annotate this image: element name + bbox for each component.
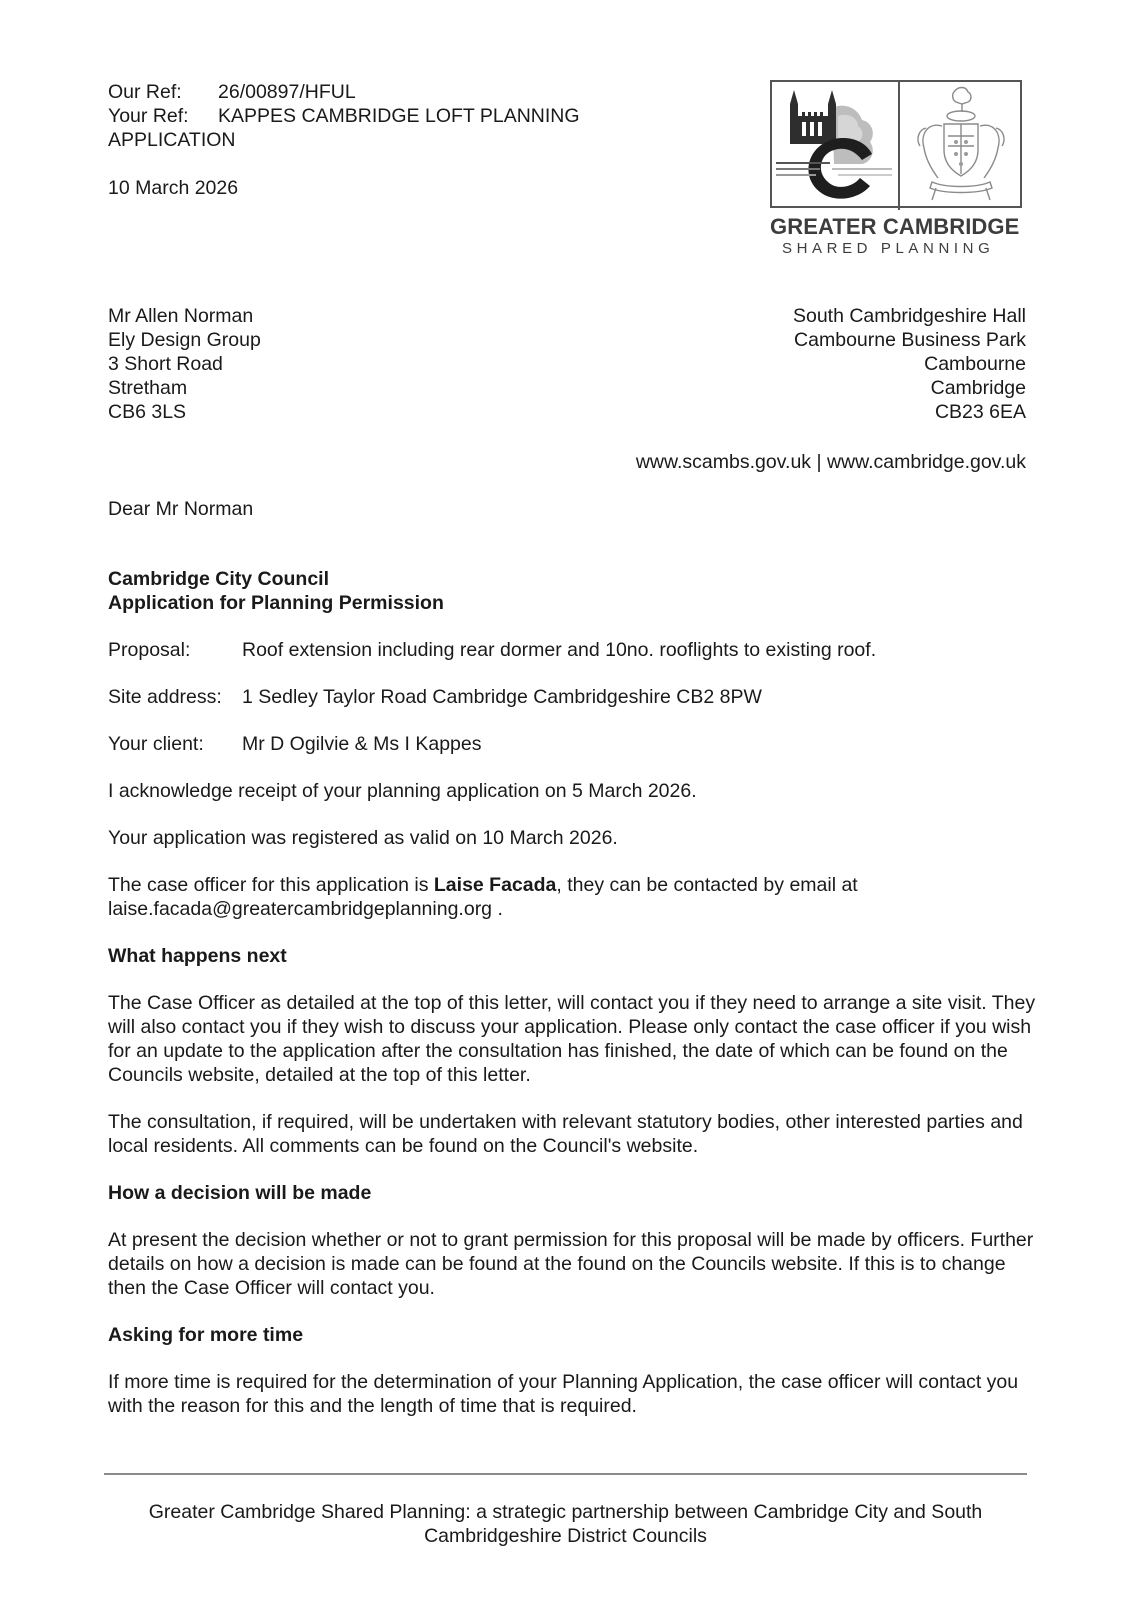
logo-name-line2: SHARED PLANNING xyxy=(782,240,995,257)
recipient-line: CB6 3LS xyxy=(108,401,187,423)
site-address-row xyxy=(108,685,1038,709)
council-address-line: Cambridge xyxy=(930,377,1026,399)
next-paragraph-1: The Case Officer as detailed at the top of this letter, will contact you if they need to arrange a site visit. They will also contact you if they wish to discuss your application. Please only contact the case officer if you wish for an update to the application after the consultation has finished, the date of which can be found on the Councils website, detailed at the top of this letter. xyxy=(108,992,1036,1086)
proposal-value: Roof extension including rear dormer and 10no. rooflights to existing roof. xyxy=(242,639,877,661)
your-ref-row xyxy=(108,104,668,128)
our-ref-label: Our Ref: xyxy=(108,81,182,103)
letter-body xyxy=(108,567,1038,1418)
case-officer-email: laise.facada@greatercambridgeplanning.org . xyxy=(108,898,503,920)
our-ref-value: 26/00897/HFUL xyxy=(218,81,356,103)
case-officer-text: The case officer for this application is xyxy=(108,874,434,896)
receipt-paragraph: I acknowledge receipt of your planning application on 5 March 2026. xyxy=(108,780,697,802)
council-address-line: South Cambridgeshire Hall xyxy=(792,305,1026,327)
recipient-address xyxy=(108,304,508,424)
proposal-row xyxy=(108,638,1038,662)
logo-name-line1: GREATER CAMBRIDGE xyxy=(770,214,1020,239)
your-ref-label: Your Ref: xyxy=(108,105,189,127)
coat-of-arms-icon xyxy=(902,84,1020,206)
greater-cambridge-logo xyxy=(770,80,1026,272)
recipient-line: Stretham xyxy=(108,377,188,399)
section-title-next: What happens next xyxy=(108,945,287,967)
your-ref-value: KAPPES CAMBRIDGE LOFT PLANNING xyxy=(218,105,580,127)
time-paragraph: If more time is required for the determination of your Planning Application, the case officer will contact you with the reason for this and the length of time that is required. xyxy=(108,1371,1019,1417)
kings-college-chapel-icon xyxy=(772,82,896,206)
case-officer-paragraph xyxy=(108,873,1038,921)
salutation: Dear Mr Norman xyxy=(108,498,254,520)
council-websites: www.scambs.gov.uk | www.cambridge.gov.uk xyxy=(635,451,1026,473)
case-officer-text: , they can be contacted by email at xyxy=(556,874,858,896)
proposal-label: Proposal: xyxy=(108,639,191,661)
footer-text: Greater Cambridge Shared Planning: a strategic partnership between Cambridge City and South Cambridgeshire District Councils xyxy=(148,1501,983,1547)
reference-block xyxy=(108,80,668,200)
letter-date: 10 March 2026 xyxy=(108,177,239,199)
council-address-line: CB23 6EA xyxy=(934,401,1026,423)
case-officer-name: Laise Facada xyxy=(433,874,557,896)
heading-council: Cambridge City Council xyxy=(108,568,330,590)
your-ref-continuation: APPLICATION xyxy=(108,129,236,151)
client-row xyxy=(108,732,1038,756)
our-ref-row xyxy=(108,80,668,104)
recipient-line: Ely Design Group xyxy=(108,329,261,351)
client-label: Your client: xyxy=(108,733,204,755)
valid-paragraph: Your application was registered as valid on 10 March 2026. xyxy=(108,827,618,849)
site-address-label: Site address: xyxy=(108,686,222,708)
client-value: Mr D Ogilvie & Ms I Kappes xyxy=(242,733,482,755)
logo-frame xyxy=(770,80,1022,208)
council-address-line: Cambourne Business Park xyxy=(794,329,1026,351)
council-address-line: Cambourne xyxy=(924,353,1026,375)
section-title-time: Asking for more time xyxy=(108,1324,304,1346)
council-address xyxy=(626,304,1026,424)
next-paragraph-2: The consultation, if required, will be undertaken with relevant statutory bodies, other interested parties and local residents. All comments can be found on the Council's website. xyxy=(108,1111,1023,1157)
section-title-decision: How a decision will be made xyxy=(108,1182,372,1204)
heading-application: Application for Planning Permission xyxy=(108,592,444,614)
logo-divider xyxy=(898,82,900,210)
recipient-line: 3 Short Road xyxy=(108,353,223,375)
recipient-line: Mr Allen Norman xyxy=(108,305,254,327)
footer-divider xyxy=(104,1473,1027,1475)
site-address-value: 1 Sedley Taylor Road Cambridge Cambridgeshire CB2 8PW xyxy=(242,686,762,708)
decision-paragraph: At present the decision whether or not to grant permission for this proposal will be made by officers. Further details on how a decision is made can be found at the found on the Councils website. If this is to change then the Case Officer will contact you. xyxy=(108,1229,1034,1299)
